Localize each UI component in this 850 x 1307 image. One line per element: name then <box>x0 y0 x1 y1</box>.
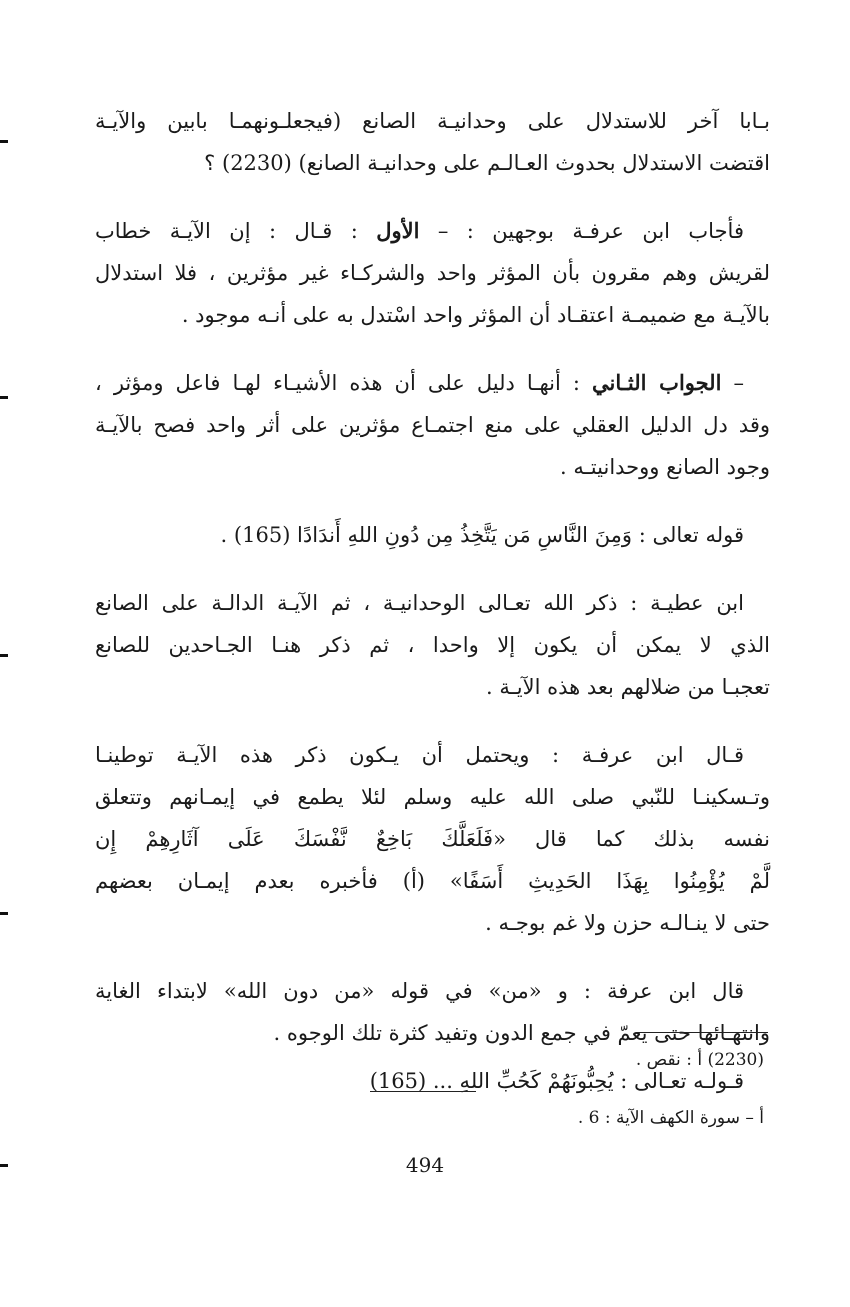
text-line: ابن عطيـة : ذكر الله تعـالى الوحدانيـة ، ثم الآيـة الدالـة على الصانع <box>95 591 744 615</box>
footnote-alif: أ – سورة الكهف الآية : 6 . <box>577 1108 764 1128</box>
paragraph-1 <box>95 100 770 184</box>
text-line: وجود الصانع ووحدانيتـه . <box>560 455 770 479</box>
paragraph-ibn-atiyya <box>95 582 770 708</box>
page-number: 494 <box>405 1153 445 1177</box>
margin-mark <box>0 140 8 143</box>
page-body <box>95 100 770 1118</box>
text-line: وانتهـائها حتى يعمّ في جمع الدون وتفيد كثرة تلك الوجوه . <box>273 1021 770 1045</box>
text-line: قوله تعالى : وَمِنَ النَّاسِ مَن يَتَّخِذُ مِن دُونِ اللهِ أَندَادًا (165) . <box>220 523 744 547</box>
text-line: اقتضت الاستدلال بحدوث العـالـم على وحدانيـة الصانع) (2230) ؟ <box>204 151 770 175</box>
bold-heading: الجواب الثـاني <box>592 370 722 395</box>
paragraph-ibn-arafa-2 <box>95 970 770 1054</box>
text-line: بالآيـة مع ضميمـة اعتقـاد أن المؤثر واحد اسْتدل به على أنـه موجود . <box>181 303 770 327</box>
text-line: الذي لا يمكن أن يكون إلا واحدا ، ثم ذكر هنـا الجـاحدين للصانع <box>95 633 770 657</box>
text-line: لقريش وهم مقرون بأن المؤثر واحد والشركـاء غير مؤثرين ، فلا استدلال <box>95 261 770 285</box>
text-line: وقد دل الدليل العقلي على منع اجتمـاع مؤثرين على أثر واحد فصح بالآيـة <box>95 413 770 437</box>
verse-paragraph-165 <box>95 514 770 556</box>
bold-heading: الأول <box>376 218 420 243</box>
margin-mark <box>0 654 8 657</box>
text-line: – الجواب الثـاني : أنهـا دليل على أن هذه الأشيـاء لهـا فاعل ومؤثر ، <box>95 370 744 395</box>
text-line: قـال ابن عرفـة : ويحتمل أن يـكون ذكر هذه الآيـة توطينـا <box>95 743 744 767</box>
text-line: لَّمْ يُؤْمِنُوا بِهَذَا الحَدِيثِ أَسَفًا» (أ) فأخبره بعدم إيمـان بعضهم <box>95 869 770 893</box>
text-line: نفسه بذلك كما قال «فَلَعَلَّكَ بَاخِعٌ نَّفْسَكَ عَلَى آثَارِهِمْ إِن <box>95 827 770 851</box>
footnote-rule-2 <box>370 1091 476 1092</box>
paragraph-3 <box>95 362 770 488</box>
text-line: فأجاب ابن عرفـة بوجهين : – الأول : قـال : إن الآيـة خطاب <box>95 218 744 243</box>
footnote-rule-1 <box>636 1032 768 1033</box>
paragraph-2 <box>95 210 770 336</box>
text-line: حتى لا ينـالـه حزن ولا غم بوجـه . <box>485 911 770 935</box>
footnote-2230: (2230) أ : نقص . <box>635 1050 764 1070</box>
margin-mark <box>0 1164 8 1167</box>
margin-mark <box>0 396 8 399</box>
text-line: تعجبـا من ضلالهم بعد هذه الآيـة . <box>486 675 770 699</box>
text-line: قـولـه تعـالى : يُحِبُّونَهُمْ كَحُبِّ اللهِ ... (165) <box>369 1069 744 1093</box>
text-line: قال ابن عرفة : و «من» في قوله «من دون الله» لابتداء الغاية <box>95 979 744 1003</box>
text-line: وتـسكينـا للنّبي صلى الله عليه وسلم لئلا يطمع في إيمـانهم وتتعلق <box>95 785 770 809</box>
margin-mark <box>0 912 8 915</box>
paragraph-ibn-arafa-1 <box>95 734 770 944</box>
text-line: بـابا آخر للاستدلال على وحدانيـة الصانع (فيجعلـونهمـا بابين والآيـة <box>95 109 770 133</box>
